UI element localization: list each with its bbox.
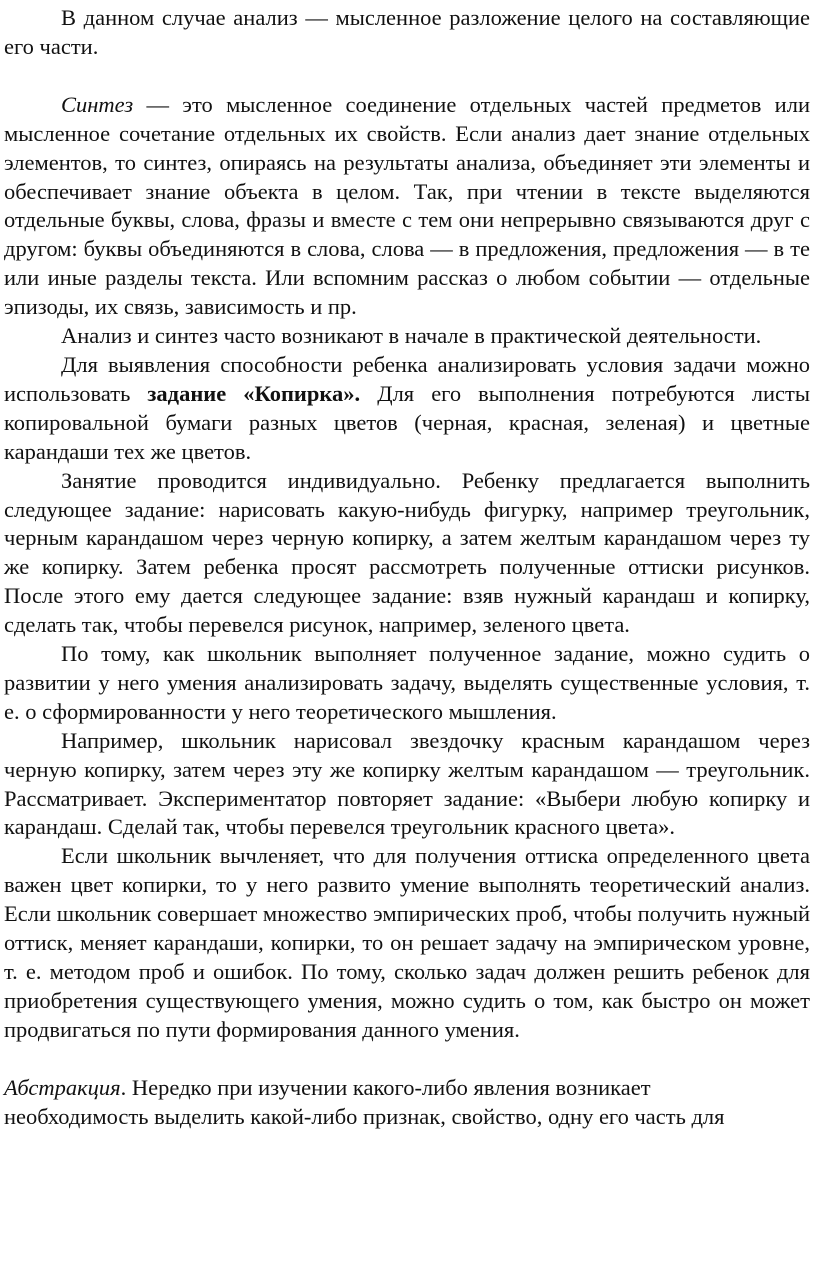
term-abstraction: Абстракция	[4, 1074, 121, 1100]
term-synthesis: Синтез	[61, 91, 134, 117]
paragraph-abstraction-line1	[4, 1074, 810, 1103]
copy-task-name: задание «Копирка».	[147, 380, 361, 406]
paragraph-synthesis	[4, 91, 810, 322]
paragraph-task-procedure: Занятие проводится индивидуально. Ребенку предлагается выполнить следующее задание: нарисовать какую-нибудь фигурку, например треугольник, черным карандашом через черную копирку, а затем желтым карандашом через ту же копирку. Затем ребенка просят рассмотреть полученные оттиски рисунков. После этого ему дается следующее задание: взяв нужный карандаш и копирку, сделать так, чтобы перевелся рисунок, например, зеленого цвета.	[4, 467, 810, 638]
paragraph-gap	[4, 1045, 810, 1074]
paragraph-analysis-synthesis-practice: Анализ и синтез часто возникают в начале в практической деятельности.	[61, 323, 762, 349]
copy-task-intro-text: Для выявления способности ребенка анализировать условия задачи можно использовать	[4, 351, 810, 406]
copy-task-materials-text: Для его выполнения потребуются листы копировальной бумаги разных цветов (черная, красная, зеленая) и цветные карандаши тех же цветов.	[4, 380, 810, 464]
paragraph-task-interpretation: Если школьник вычленяет, что для получения оттиска определенного цвета важен цвет копирки, то у него развито умение выполнять теоретический анализ. Если школьник совершает множество эмпирических проб, чтобы получить нужный оттиск, меняет карандаши, копирки, то он решает задачу на эмпирическом уровне, т. е. методом проб и ошибок. По тому, сколько задач должен решить ребенок для приобретения существующего умения, можно судить о том, как быстро он может продвигаться по пути формирования данного умения.	[4, 843, 810, 1042]
synthesis-text: — это мысленное соединение отдельных частей предметов или мысленное сочетание отдельных их свойств. Если анализ дает знание отдельных элементов, то синтез, опираясь на результаты анализа, объединяет эти элементы и обеспечивает знание объекта в целом. Так, при чтении в тексте выделяются отдельные буквы, слова, фразы и вместе с тем они непрерывно связываются друг с другом: буквы объединяются в слова, слова — в предложения, предложения — в те или иные разделы текста. Или вспомним рассказ о любом событии — отдельные эпизоды, их связь, зависимость и пр.	[4, 91, 810, 320]
abstraction-text-line1: . Нередко при изучении какого-либо явления возникает	[120, 1074, 651, 1100]
paragraph-copy-task-intro	[4, 351, 810, 467]
paragraph-abstraction-line2: необходимость выделить какой-либо признак, свойство, одну его часть для	[4, 1103, 725, 1129]
paragraph-analysis-definition: В данном случае анализ — мысленное разложение целого на составляющие его части.	[4, 5, 810, 59]
paragraph-task-evaluation: По тому, как школьник выполняет полученное задание, можно судить о развитии у него умения анализировать задачу, выделять существенные условия, т. е. о сформированности у него теоретического мышления.	[4, 641, 810, 724]
paragraph-gap	[4, 62, 810, 91]
paragraph-task-example: Например, школьник нарисовал звездочку красным карандашом через черную копирку, затем через эту же копирку желтым карандашом — треугольник. Рассматривает. Экспериментатор повторяет задание: «Выбери любую копирку и карандаш. Сделай так, чтобы перевелся треугольник красного цвета».	[4, 727, 810, 840]
